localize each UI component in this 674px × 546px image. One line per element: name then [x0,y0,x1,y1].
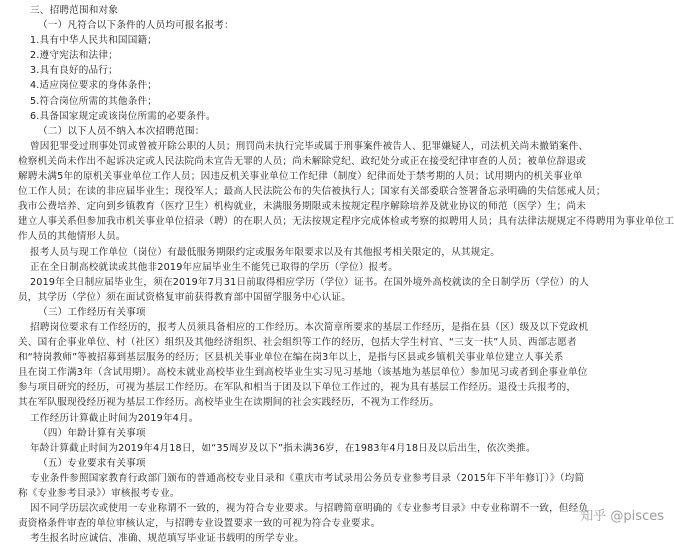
text-line: （二）以下人员不纳入本次招聘范围： [38,125,205,137]
text-line: 2.遵守宪法和法律； [30,50,118,62]
text-line: 检察机关尚未作出不起诉决定或人民法院尚未宣告无罪的人员；尚未解除党纪、政纪处分或正在接受纪律审查的人员；被单位辞退或 [18,155,587,167]
text-line: 4.适应岗位要求的身体条件； [30,80,158,92]
text-line: 3.具有良好的品行； [30,65,118,77]
text-line: 因不同学历层次或使用一专业称谓不一致的，视为符合专业要求。与招聘简章明确的《专业参考目录》中专业称谓不一致，但经负 [30,503,589,515]
text-line: 工作经历计算截止时间为2019年4月。 [30,412,199,424]
text-line: （五）专业要求有关事项 [38,457,146,469]
text-line: 建立人事关系但参加我市机关事业单位招录（聘）的在职人员；无法按规定程序完成体检或考察的拟聘用人员；具有法律法规规定不得聘用为事业单位工 [18,216,674,228]
text-line: 解聘未满5年的原机关事业单位工作人员；因违反机关事业单位工作纪律（制度）纪律而处于禁考期的人员；试用期内的机关事业单 [18,171,583,183]
text-line: 我市公费培养、定向到乡镇教育（医疗卫生）机构就业，未满服务期限或未按规定程序解除培养及就业协议的师范（医学）生；尚未 [18,201,587,213]
text-line: 6.具备国家规定或该岗位所需的必要条件。 [30,110,216,122]
text-line: 报考人员与现工作单位（岗位）有最低服务期限约定或服务年限要求以及有其他报考相关限定的，从其规定。 [30,246,501,258]
text-line: 年龄计算截止时间为2019年4月18日，如“35周岁及以下”指未满36岁，在1983年4月18日及以后出生，依次类推。 [30,442,536,454]
zhihu-watermark: 知乎 @pisces [580,509,664,524]
text-line: （四）年龄计算有关事项 [38,427,146,439]
text-line: 三、招聘范围和对象 [30,5,119,16]
text-line: 5.符合岗位所需的其他条件； [30,95,158,107]
text-line: 考生报名时应诚信、准确、规范填写毕业证书载明的所学专业。 [30,533,305,545]
text-line: 招聘岗位要求有工作经历的，报考人员须具备相应的工作经历。本次简章所要求的基层工作经历，是指在县（区）级及以下党政机 [30,321,589,333]
text-line: 和“特岗教师”等被招募到基层服务的经历；区县机关事业单位在编在岗3年以上，是指与区县或乡镇机关事业单位建立人事关系 [18,352,564,364]
text-line: 责资格条件审查的单位审核认定，与招聘专业设置要求一致的可视为符合专业要求。 [18,518,381,530]
text-line: 且在岗工作满3年（含试用期）。高校未就业高校毕业生到高校毕业生实习见习基地（该基地为基层单位）参加见习或者到企事业单位 [18,367,588,379]
text-line: 专业条件参照国家教育行政部门颁布的普通高校专业目录和《重庆市考试录用公务员专业参考目录（2015年下半年修订）》（均简 [30,472,585,484]
text-line: 2019年全日制应届毕业生，须在2019年7月31日前取得相应学历（学位）证书。在国外境外高校就读的全日制学历（学位）的人 [30,276,590,288]
text-line: 正在全日制高校就读或其他非2019年应届毕业生不能凭已取得的学历（学位）报考。 [30,261,398,273]
text-line: 位工作人员；在读的非应届毕业生；现役军人；最高人民法院公布的失信被执行人；国家有关部委联合签署备忘录明确的失信惩戒人员； [18,186,606,198]
text-line: 称《专业参考目录》）审核报考专业。 [18,488,180,499]
text-line: 参与项目研究的经历，可视为基层工作经历。在军队和相当于团及以下单位工作过的，视为具有基层工作经历。退役士兵报考的， [18,382,577,394]
text-line: 作人员的其他情形人员。 [18,231,126,243]
text-line: 1.具有中华人民共和国国籍； [30,35,158,47]
text-line: 员，其学历（学位）须在面试资格复审前获得教育部中国留学服务中心认证。 [18,291,351,303]
text-line: （一）凡符合以下条件的人员均可报名报考： [38,20,234,32]
text-line: （三）工作经历有关事项 [38,306,146,318]
text-line: 其在军队服现役经历视为基层工作经历。高校毕业生在读期间的社会实践经历，不视为工作经历。 [18,397,440,409]
text-line: 曾因犯罪受过刑事处罚或曾被开除公职的人员；刑罚尚未执行完毕或属于刑事案件被告人、犯罪嫌疑人，司法机关尚未撤销案件、 [30,140,589,152]
text-line: 关、国有企事业单位、村（社区）组织及其他经济组织、社会组织等工作的经历，包括大学生村官、“三支一扶”人员、西部志愿者 [18,337,577,349]
